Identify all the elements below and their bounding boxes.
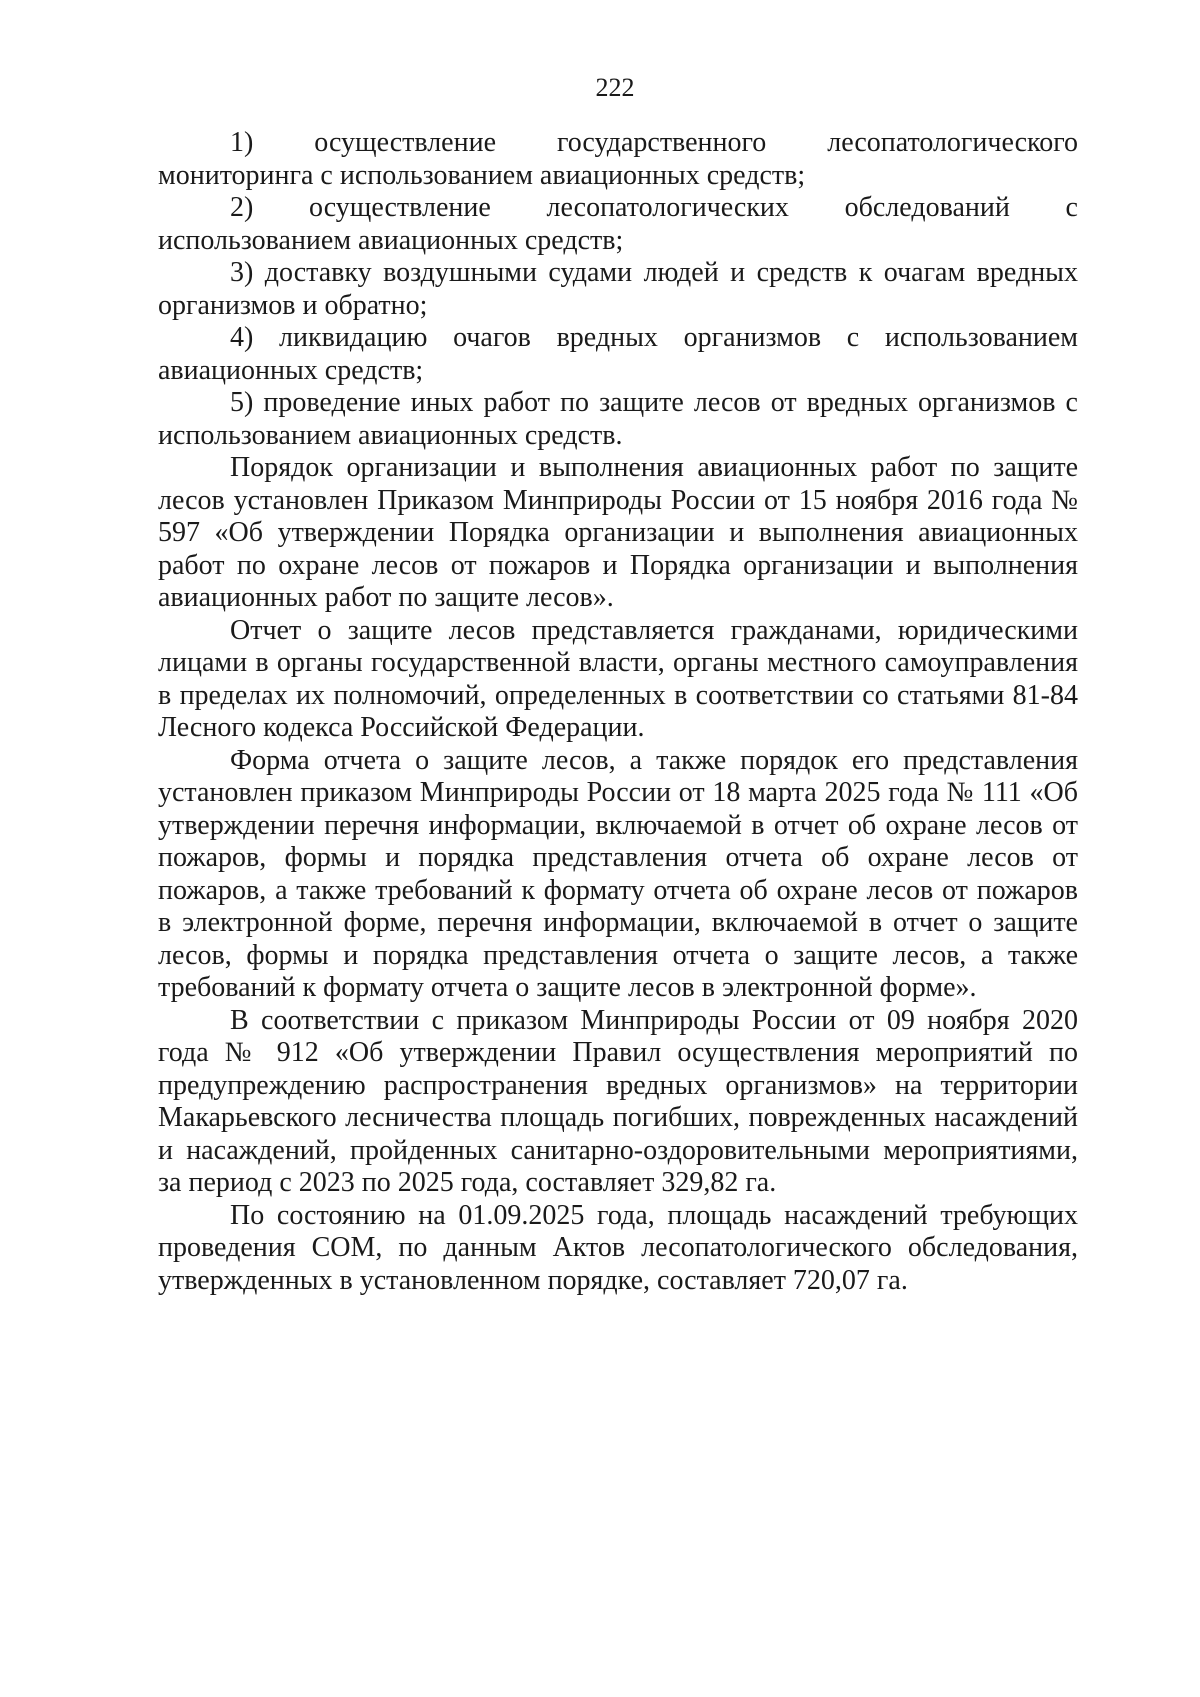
page-number: 222 xyxy=(595,73,635,102)
paragraph-som-area: По состоянию на 01.09.2025 года, площадь насаждений требующих проведения СОМ, по данным Актов лесопатологического обследования, утвержденных в установленном порядке, составляет 720,07 га. xyxy=(158,1199,1078,1296)
paragraph-report-submission: Отчет о защите лесов представляется гражданами, юридическими лицами в органы государственной власти, органы местного самоуправления в пределах их полномочий, определенных в соответствии со статьями 81-84 Лесного кодекса Российской Федерации. xyxy=(158,614,1078,743)
paragraph-aviation-order: Порядок организации и выполнения авиационных работ по защите лесов установлен Приказом Минприроды России от 15 ноября 2016 года № 597 «Об утверждении Порядка организации и выполнения авиационных работ по охране лесов от пожаров и Порядка организации и выполнения авиационных работ по защите лесов». xyxy=(158,452,1078,613)
list-item-3: 3) доставку воздушными судами людей и средств к очагам вредных организмов и обратно; xyxy=(158,257,1078,321)
list-item-1: 1) осуществление государственного лесопатологического мониторинга с использованием авиационных средств; xyxy=(158,127,1078,191)
paragraph-damaged-area: В соответствии с приказом Минприроды России от 09 ноября 2020 года № 912 «Об утверждении Правил осуществления мероприятий по предупреждению распространения вредных организмов» на территории Макарьевского лесничества площадь погибших, поврежденных насаждений и насаждений, пройденных санитарно-оздоровительными мероприятиями, за период с 2023 по 2025 года, составляет 329,82 га. xyxy=(158,1004,1078,1198)
paragraph-report-form: Форма отчета о защите лесов, а также порядок его представления установлен приказом Минприроды России от 18 марта 2025 года № 111 «Об утверждении перечня информации, включаемой в отчет об охране лесов от пожаров, формы и порядка представления отчета об охране лесов от пожаров, а также требований к формату отчета об охране лесов от пожаров в электронной форме, перечня информации, включаемой в отчет о защите лесов, формы и порядка представления отчета о защите лесов, а также требований к формату отчета о защите лесов в электронной форме». xyxy=(158,744,1078,1003)
list-item-5: 5) проведение иных работ по защите лесов от вредных организмов с использованием авиационных средств. xyxy=(158,387,1078,451)
list-item-2: 2) осуществление лесопатологических обследований с использованием авиационных средств; xyxy=(158,192,1078,256)
list-item-4: 4) ликвидацию очагов вредных организмов с использованием авиационных средств; xyxy=(158,322,1078,386)
document-body xyxy=(158,127,1078,1297)
